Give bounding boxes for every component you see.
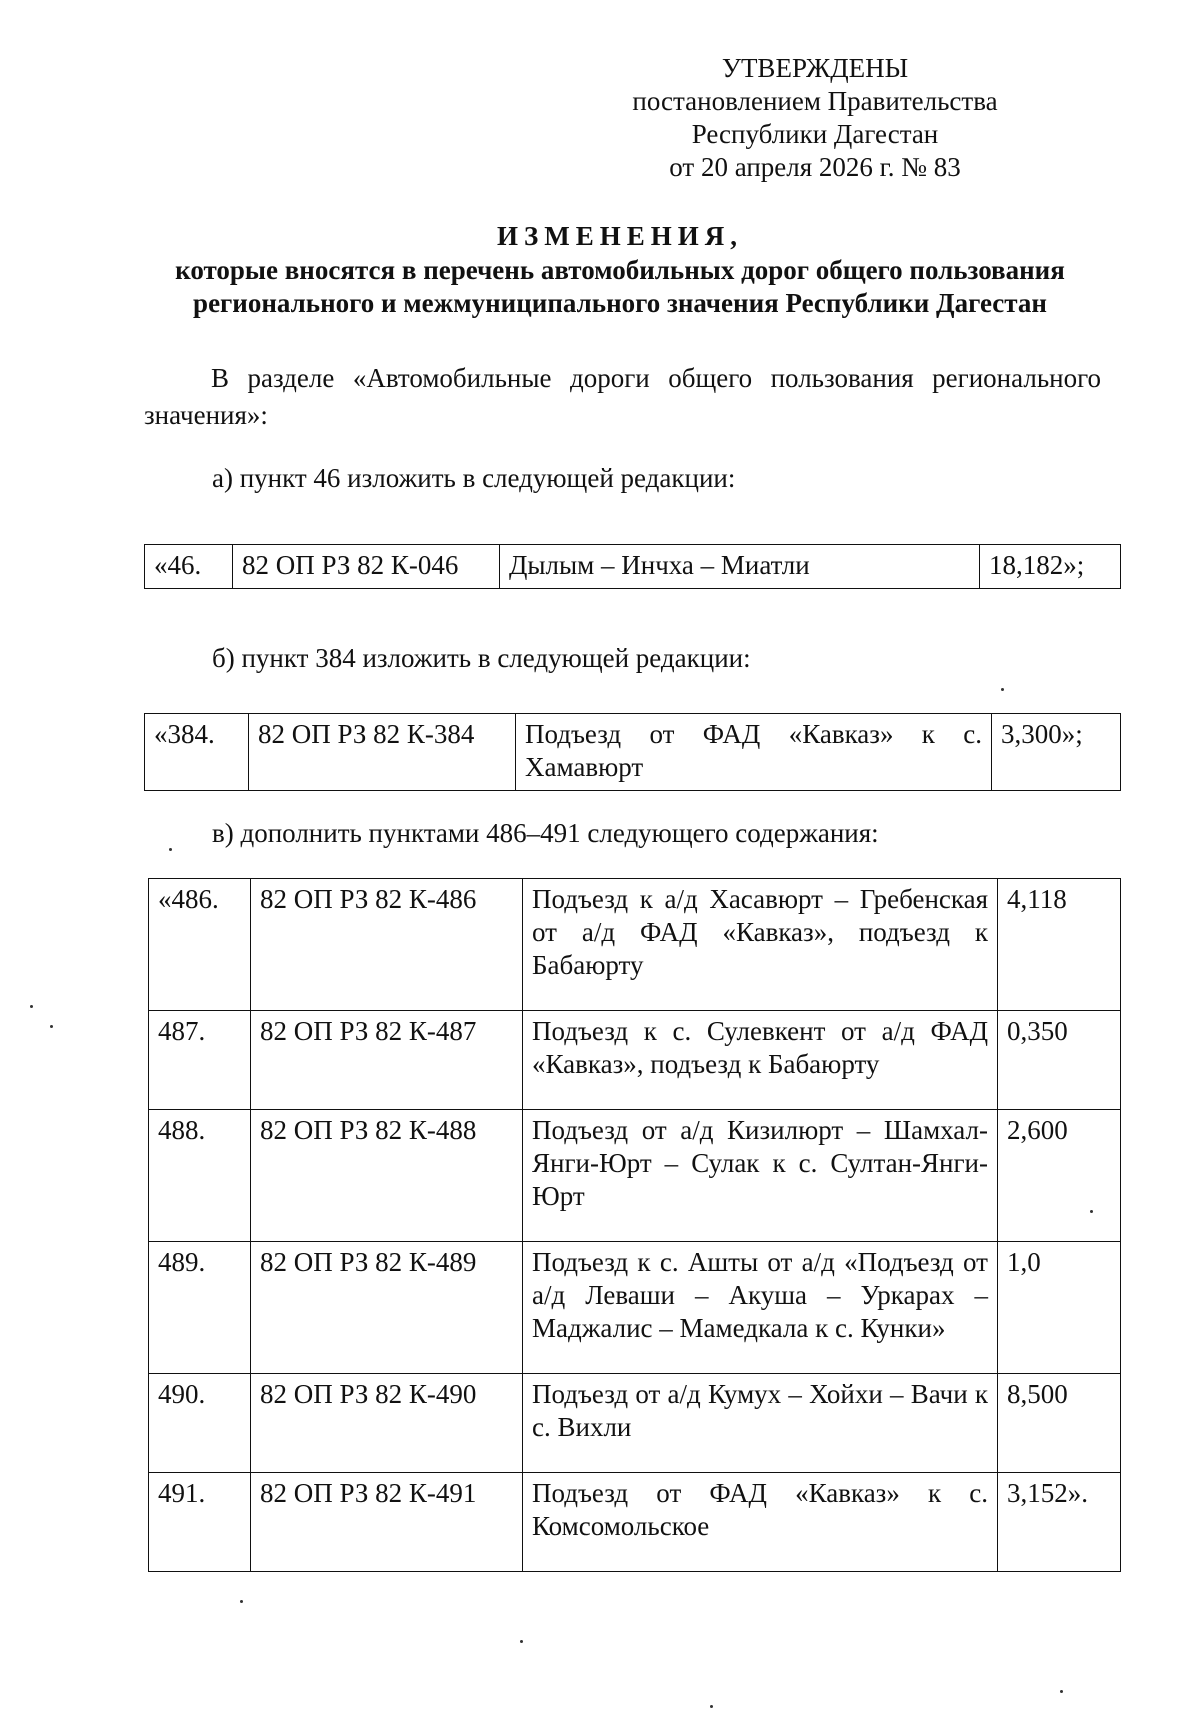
road-code-cell: 82 ОП РЗ 82 К-487: [251, 1011, 523, 1110]
table-row: [145, 714, 1121, 791]
road-name-cell: Подъезд от а/д Кизилюрт – Шамхал-Янги-Юрт – Сулак к с. Султан-Янги-Юрт: [523, 1110, 998, 1242]
intro-paragraph: В разделе «Автомобильные дороги общего пользования регионального значения»:: [144, 363, 1101, 430]
scan-speck: [520, 1640, 523, 1643]
row-number-cell: 488.: [149, 1110, 251, 1242]
table-body: [149, 879, 1121, 1572]
scan-speck: [30, 1005, 33, 1008]
title-main: ИЗМЕНЕНИЯ,: [496, 221, 743, 251]
road-length-cell: 18,182»;: [980, 545, 1121, 589]
scan-speck: [50, 1025, 53, 1028]
road-name-cell: Подъезд от а/д Кумух – Хойхи – Вачи к с. Вихли: [523, 1374, 998, 1473]
road-code-cell: 82 ОП РЗ 82 К-491: [251, 1473, 523, 1572]
table-row: [149, 1011, 1121, 1110]
table-row: [145, 545, 1121, 589]
scan-speck: [1001, 688, 1004, 691]
approval-stamp: [595, 52, 1035, 184]
scan-speck: [710, 1705, 713, 1708]
road-length-cell: 1,0: [998, 1242, 1121, 1374]
table-row: [149, 1374, 1121, 1473]
row-number-cell: 490.: [149, 1374, 251, 1473]
scan-speck: [240, 1600, 243, 1603]
item-b-label: б) пункт 384 изложить в следующей редакции:: [212, 643, 751, 673]
table-row: [149, 1473, 1121, 1572]
road-name-cell: Дылым – Инчха – Миатли: [500, 545, 980, 589]
road-length-cell: 3,152».: [998, 1473, 1121, 1572]
approval-heading: УТВЕРЖДЕНЫ: [721, 53, 909, 83]
row-number-cell: «46.: [145, 545, 233, 589]
row-number-cell: «486.: [149, 879, 251, 1011]
table-item-384: [144, 713, 1121, 791]
item-c-label: в) дополнить пунктами 486–491 следующего содержания:: [212, 818, 879, 848]
row-number-cell: 487.: [149, 1011, 251, 1110]
title-line-1: которые вносятся в перечень автомобильных дорог общего пользования: [175, 255, 1065, 285]
row-number-cell: 491.: [149, 1473, 251, 1572]
table-row: [149, 879, 1121, 1011]
road-length-cell: 8,500: [998, 1374, 1121, 1473]
road-name-cell: Подъезд к а/д Хасавюрт – Гребенская от а/д ФАД «Кавказ», подъезд к Бабаюрту: [523, 879, 998, 1011]
table-body: [145, 545, 1121, 589]
item-a-label: а) пункт 46 изложить в следующей редакции:: [212, 463, 736, 493]
table-row: [149, 1242, 1121, 1374]
road-name-cell: Подъезд к с. Ашты от а/д «Подъезд от а/д Леваши – Акуша – Уркарах – Маджалис – Мамедкала к с. Кунки»: [523, 1242, 998, 1374]
road-name-cell: Подъезд к с. Сулевкент от а/д ФАД «Кавказ», подъезд к Бабаюрту: [523, 1011, 998, 1110]
road-name-cell: Подъезд от ФАД «Кавказ» к с. Хамавюрт: [516, 714, 992, 791]
road-code-cell: 82 ОП РЗ 82 К-046: [233, 545, 500, 589]
row-number-cell: «384.: [145, 714, 249, 791]
scan-speck: [1090, 1210, 1093, 1213]
title-line-2: регионального и межмуниципального значения Республики Дагестан: [193, 288, 1047, 318]
table-body: [145, 714, 1121, 791]
road-length-cell: 0,350: [998, 1011, 1121, 1110]
road-code-cell: 82 ОП РЗ 82 К-486: [251, 879, 523, 1011]
document-title: [120, 218, 1120, 320]
table-items-486-491: [148, 878, 1121, 1572]
table-item-46: [144, 544, 1121, 589]
road-length-cell: 2,600: [998, 1110, 1121, 1242]
road-code-cell: 82 ОП РЗ 82 К-384: [249, 714, 516, 791]
road-length-cell: 4,118: [998, 879, 1121, 1011]
row-number-cell: 489.: [149, 1242, 251, 1374]
approval-by: постановлением Правительства: [632, 86, 998, 116]
road-length-cell: 3,300»;: [992, 714, 1121, 791]
road-code-cell: 82 ОП РЗ 82 К-490: [251, 1374, 523, 1473]
scan-speck: [1060, 1690, 1063, 1693]
approval-date: от 20 апреля 2026 г. № 83: [669, 152, 961, 182]
approval-region: Республики Дагестан: [691, 119, 939, 149]
road-code-cell: 82 ОП РЗ 82 К-489: [251, 1242, 523, 1374]
scan-speck: [169, 848, 172, 851]
road-code-cell: 82 ОП РЗ 82 К-488: [251, 1110, 523, 1242]
table-row: [149, 1110, 1121, 1242]
road-name-cell: Подъезд от ФАД «Кавказ» к с. Комсомольское: [523, 1473, 998, 1572]
